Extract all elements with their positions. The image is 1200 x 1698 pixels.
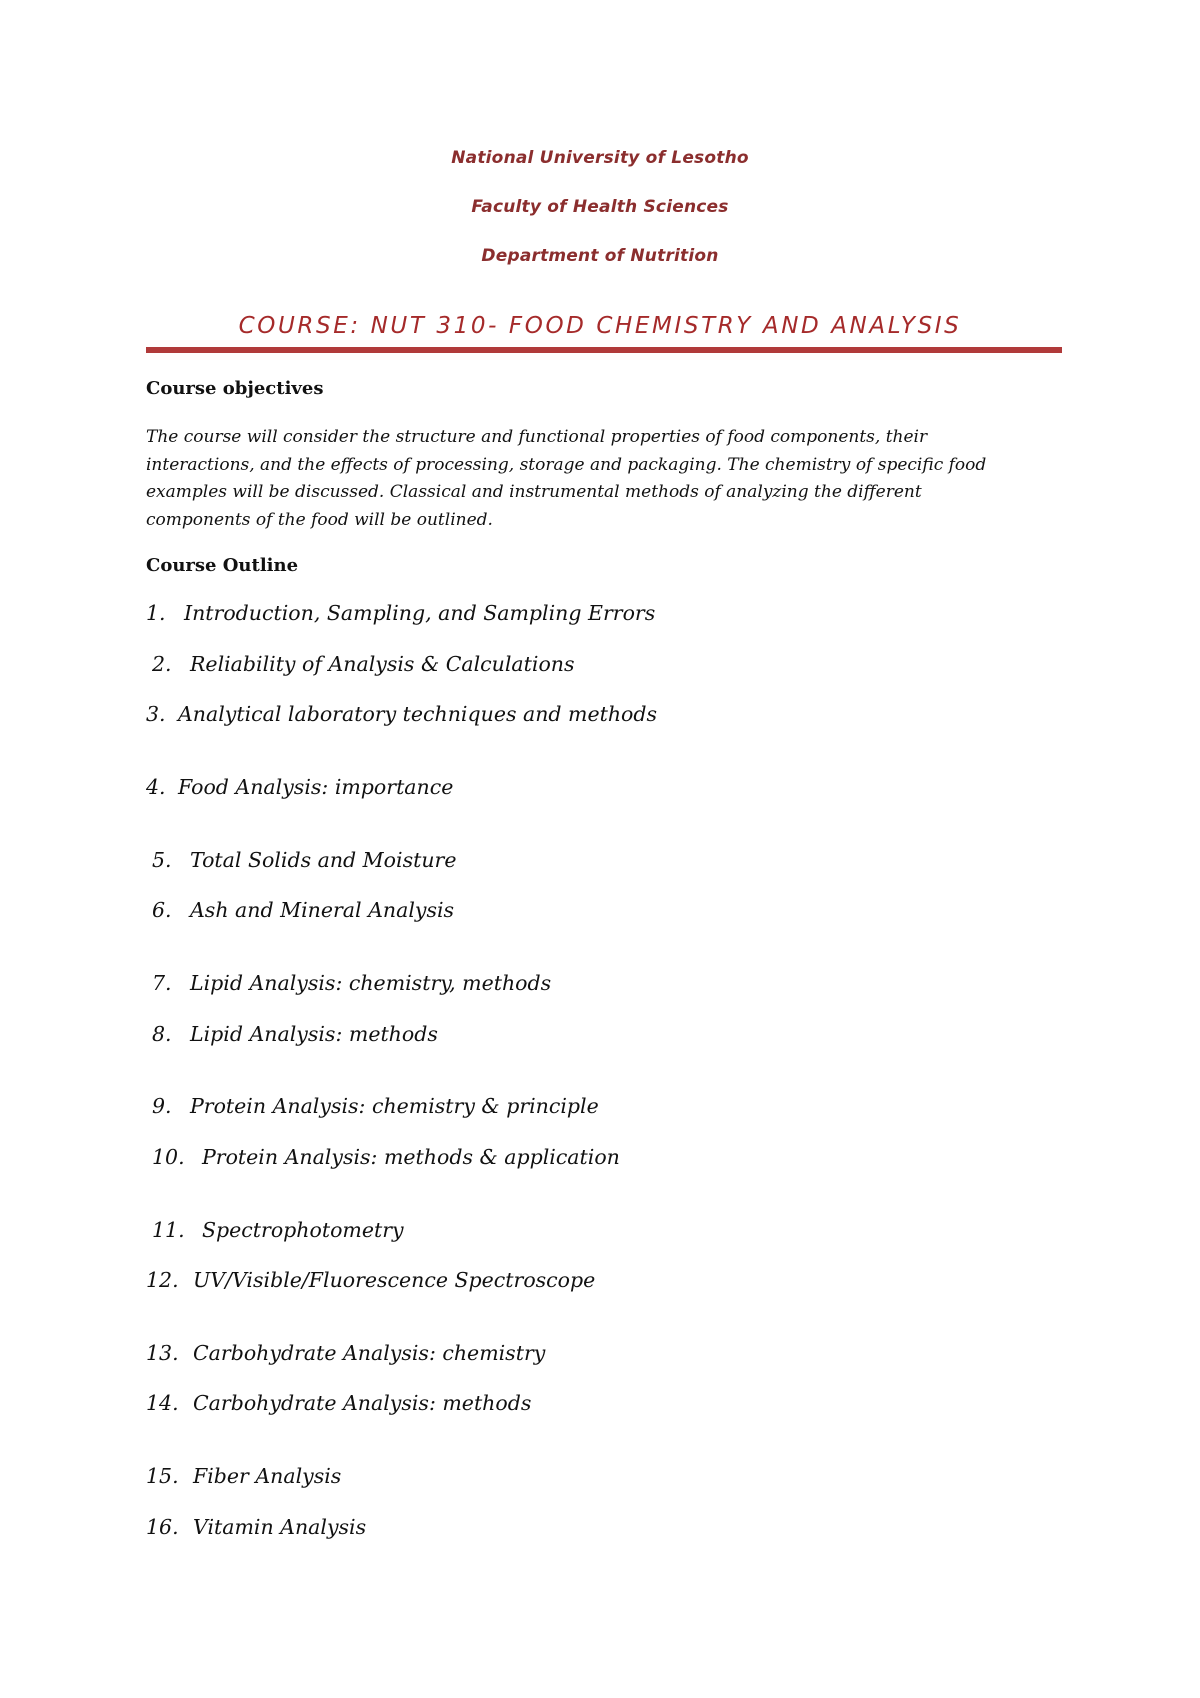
- university-name: National University of Lesotho: [451, 148, 749, 168]
- outline-item-text: Total Solids and Moisture: [190, 848, 457, 872]
- outline-item: [146, 1464, 341, 1488]
- objectives-line: examples will be discussed. Classical and instrumental methods of analyzing the different: [146, 482, 922, 502]
- outline-item-text: Ash and Mineral Analysis: [190, 898, 455, 922]
- course-title: COURSE: NUT 310- FOOD CHEMISTRY AND ANALYSIS: [238, 313, 962, 339]
- outline-item-number: 3.: [146, 702, 166, 726]
- outline-item: [146, 1391, 531, 1415]
- outline-item-number: 6.: [152, 898, 172, 922]
- outline-item-text: Spectrophotometry: [202, 1218, 404, 1242]
- objectives-paragraph: [146, 424, 1046, 534]
- outline-item: [146, 702, 657, 726]
- outline-item-number: 15.: [146, 1464, 179, 1488]
- outline-item-text: Carbohydrate Analysis: methods: [193, 1391, 532, 1415]
- outline-item-text: Vitamin Analysis: [193, 1515, 367, 1539]
- outline-item-text: UV/Visible/Fluorescence Spectroscope: [193, 1268, 596, 1292]
- outline-item-number: 2.: [152, 652, 172, 676]
- outline-item-text: Reliability of Analysis & Calculations: [190, 652, 575, 676]
- faculty-name: Faculty of Health Sciences: [471, 197, 729, 217]
- outline-item: [146, 601, 655, 625]
- outline-item-text: Lipid Analysis: methods: [190, 1022, 438, 1046]
- outline-item: [152, 1022, 438, 1046]
- outline-item: [152, 1218, 404, 1242]
- outline-item: [146, 775, 453, 799]
- outline-item-text: Introduction, Sampling, and Sampling Errors: [184, 601, 656, 625]
- outline-item: [146, 1515, 366, 1539]
- outline-item-text: Protein Analysis: chemistry & principle: [190, 1094, 599, 1118]
- outline-item: [152, 971, 551, 995]
- outline-item: [152, 848, 456, 872]
- outline-item-text: Analytical laboratory techniques and methods: [178, 702, 658, 726]
- outline-item: [152, 1094, 599, 1118]
- outline-item-number: 12.: [146, 1268, 179, 1292]
- outline-item-text: Food Analysis: importance: [178, 775, 454, 799]
- outline-item-number: 13.: [146, 1341, 179, 1365]
- outline-item: [146, 1341, 545, 1365]
- outline-item-text: Carbohydrate Analysis: chemistry: [193, 1341, 546, 1365]
- outline-item-number: 9.: [152, 1094, 172, 1118]
- outline-item-number: 4.: [146, 775, 166, 799]
- outline-item-number: 10.: [152, 1145, 185, 1169]
- outline-item-number: 5.: [152, 848, 172, 872]
- objectives-line: interactions, and the effects of processing, storage and packaging. The chemistry of specific food: [146, 454, 987, 475]
- objectives-heading: Course objectives: [146, 378, 324, 399]
- department-name: Department of Nutrition: [481, 246, 719, 266]
- outline-item: [152, 1145, 620, 1169]
- outline-heading: Course Outline: [146, 555, 299, 576]
- outline-item-number: 16.: [146, 1515, 179, 1539]
- outline-item-number: 1.: [146, 601, 166, 625]
- outline-item-text: Protein Analysis: methods & application: [202, 1145, 620, 1169]
- objectives-line: components of the food will be outlined.: [146, 509, 493, 530]
- outline-item-number: 11.: [152, 1218, 185, 1242]
- outline-item-text: Fiber Analysis: [193, 1464, 342, 1488]
- outline-item: [152, 898, 454, 922]
- outline-item: [146, 1268, 595, 1292]
- title-divider: [146, 347, 1062, 353]
- outline-item-number: 7.: [152, 971, 172, 995]
- outline-item: [152, 652, 575, 676]
- outline-item-number: 14.: [146, 1391, 179, 1415]
- outline-item-number: 8.: [152, 1022, 172, 1046]
- objectives-line: The course will consider the structure and functional properties of food components, their: [146, 427, 928, 447]
- outline-item-text: Lipid Analysis: chemistry, methods: [190, 971, 552, 995]
